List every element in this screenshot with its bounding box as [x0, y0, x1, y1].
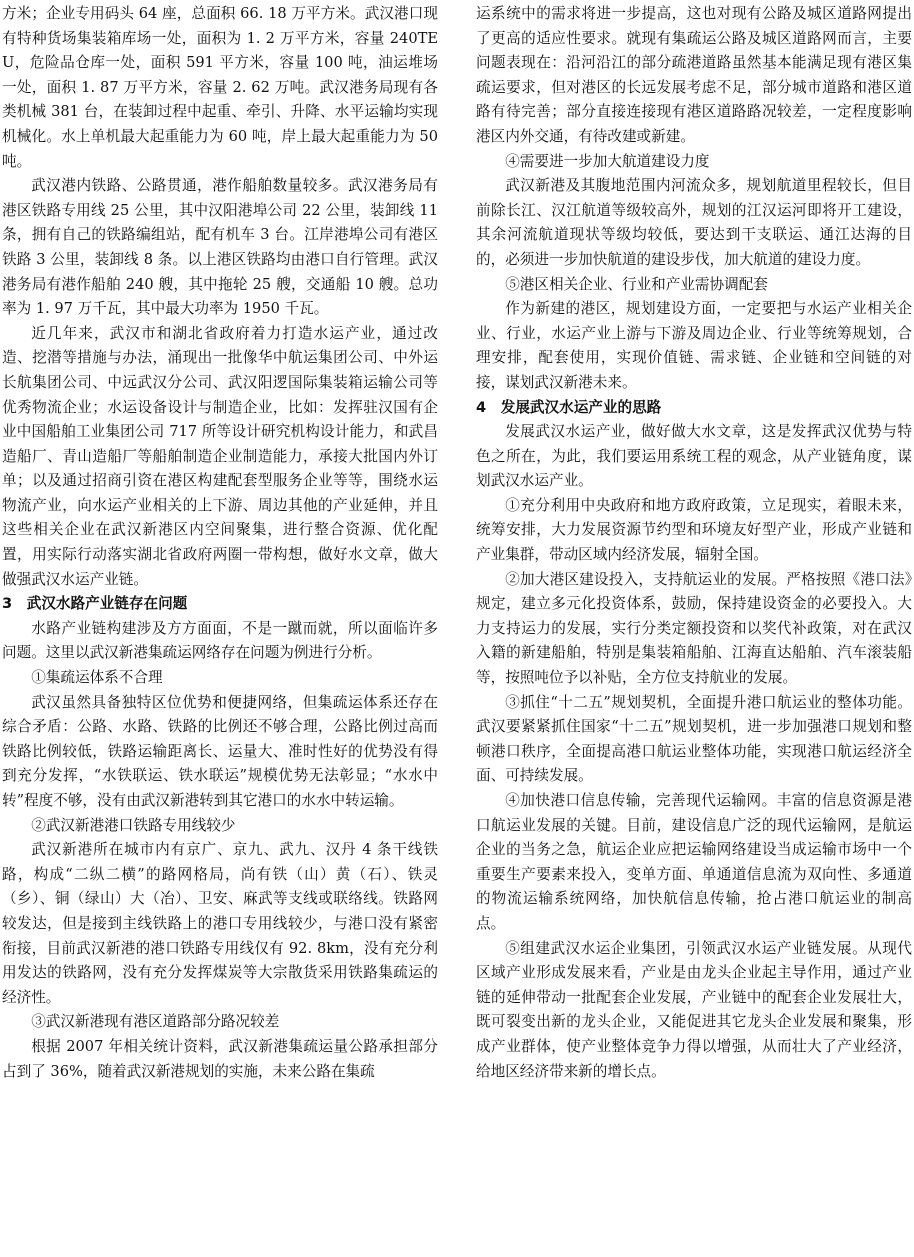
subheading: ⑤港区相关企业、行业和产业需协调配套	[505, 275, 768, 293]
paragraph: ②加大港区建设投入，支持航运业的发展。严格按照《港口法》规定，建立多元化投资体系，鼓励，保持建设资金的必要投入。大力支持运力的发展，实行分类定额投资和以奖代补政策，对在武汉入籍的新建船舶，特别是集装箱船舶、江海直达船舶、汽车滚装船等，按照吨位予以补贴，全方位支持航业的发展。	[476, 570, 912, 687]
subheading: ②武汉新港港口铁路专用线较少	[31, 816, 236, 834]
paragraph: 方米；企业专用码头 64 座，总面积 66. 18 万平方米。武汉港口现有特种货场集装箱库场一处，面积为 1. 2 万平方米，容量 240TEU，危险品仓库一处，面积 591 平方米，容量 100 吨，油运堆场一处，面积 1. 87 万平方米，容量 2. 62 万吨。武汉港务局现有各类机械 381 台，在装卸过程中起重、牵引、升降、水平运输均实现机械化。水上单机最大起重能力为 60 吨，岸上最大起重能力为 50 吨。	[2, 5, 438, 170]
paragraph: 运系统中的需求将进一步提高，这也对现有公路及城区道路网提出了更高的适应性要求。就现有集疏运公路及城区道路网而言，主要问题表现在：沿河沿江的部分疏港道路虽然基本能满足现有港区集疏运要求，但对港区的长远发展考虑不足，部分城市道路和港区道路有待完善；部分直接连接现有港区道路路况较差，一定程度影响港区内外交通，有待改建或新建。	[476, 5, 912, 145]
paragraph: ④加快港口信息传输，完善现代运输网。丰富的信息资源是港口航运业发展的关键。目前，建设信息广泛的现代运输网，是航运企业的当务之急，航运企业应把运输网络建设当成运输市场中一个重要生产要素来投入，变单方面、单通道信息流为双向性、多通道的物流运输系统网络，加快航信息传输，抢占港口航运业的制高点。	[476, 792, 912, 932]
right-column	[476, 2, 912, 1084]
left-column	[2, 2, 438, 1084]
section-heading-4: 4 发展武汉水运产业的思路	[476, 398, 662, 416]
subheading: ①集疏运体系不合理	[31, 669, 163, 687]
paragraph: 近几年来，武汉市和湖北省政府着力打造水运产业，通过改造、挖潜等措施与办法，涌现出一批像华中航运集团公司、中外运长航集团公司、中远武汉分公司、武汉阳逻国际集装箱运输公司等优秀物流企业；水运设备设计与制造企业，比如：发挥驻汉国有企业中国船舶工业集团公司 717 所等设计研究机构设计能力，和武昌造船厂、青山造船厂等船舶制造企业制造能力，承接大批国内外订单；以及通过招商引资在港区构建配套型服务企业等等，围绕水运物流产业，向水运产业相关的上下游、周边其他的产业延伸，并且这些相关企业在武汉新港区内空间聚集，进行整合资源、优化配置，用实际行动落实湖北省政府两圈一带构想，做好水文章，做大做强武汉水运产业链。	[2, 324, 438, 588]
paragraph: 发展武汉水运产业，做好做大水文章，这是发挥武汉优势与特色之所在，为此，我们要运用系统工程的观念，从产业链角度，谋划武汉水运产业。	[476, 423, 912, 490]
paragraph: 武汉虽然具备独特区位优势和便捷网络，但集疏运体系还存在综合矛盾：公路、水路、铁路的比例还不够合理，公路比例过高而铁路比例较低，铁路运输距离长、运量大、准时性好的优势没有得到充分发挥，“水铁联运、铁水联运”规模优势无法彰显；“水水中转”程度不够，没有由武汉新港转到其它港口的水水中转运输。	[2, 693, 438, 809]
paragraph: 武汉新港所在城市内有京广、京九、武九、汉丹 4 条干线铁路，构成“二纵二横”的路网格局，尚有铁（山）黄（石）、铁灵（乡）、铜（绿山）大（冶）、卫安、麻武等支线或联络线。铁路网较发达，但是接到主线铁路上的港口专用线较少，与港口没有紧密衔接，目前武汉新港的港口铁路专用线仅有 92. 8km，没有充分利用发达的铁路网，没有充分发挥煤炭等大宗散货采用铁路集疏运的经济性。	[2, 841, 438, 1006]
paragraph: ③抓住“十二五”规划契机，全面提升港口航运业的整体功能。武汉要紧紧抓住国家“十二五”规划契机，进一步加强港口规划和整顿港口秩序，全面提高港口航运业整体功能，实现港口航运经济全面、可持续发展。	[476, 693, 912, 785]
subheading: ③武汉新港现有港区道路部分路况较差	[31, 1013, 280, 1031]
paragraph: ①充分利用中央政府和地方政府政策，立足现实，着眼未来，统筹安排，大力发展资源节约型和环境友好型产业，形成产业链和产业集群，带动区域内经济发展，辐射全国。	[476, 496, 912, 564]
paragraph: ⑤组建武汉水运企业集团，引领武汉水运产业链发展。从现代区域产业形成发展来看，产业是由龙头企业起主导作用，通过产业链的延伸带动一批配套企业发展，产业链中的配套企业发展壮大，既可裂变出新的龙头企业，又能促进其它龙头企业发展和聚集，形成产业群体，使产业整体竞争力得以增强，从而壮大了产业经济，给地区经济带来新的增长点。	[476, 939, 912, 1080]
paragraph: 武汉新港及其腹地范围内河流众多，规划航道里程较长，但目前除长江、汉江航道等级较高外，规划的江汉运河即将开工建设，其余河流航道现状等级均较低，要达到干支联运、通江达海的目的，必须进一步加快航道的建设步伐，加大航道的建设力度。	[476, 177, 912, 268]
paragraph: 武汉港内铁路、公路贯通，港作船舶数量较多。武汉港务局有港区铁路专用线 25 公里，其中汉阳港埠公司 22 公里，装卸线 11 条，拥有自己的铁路编组站，配有机车 3 台。江岸港埠公司有港区铁路 3 公里，装卸线 8 条。以上港区铁路均由港口自行管理。武汉港务局有港作船舶 240 艘，其中拖轮 25 艘，交通船 10 艘。总功率为 1. 97 万千瓦，其中最大功率为 1950 千瓦。	[2, 177, 438, 318]
paragraph: 作为新建的港区，规划建设方面，一定要把与水运产业相关企业、行业，水运产业上游与下游及周边企业、行业等统筹规划，合理安排，配套使用，实现价值链、需求链、企业链和空间链的对接，谋划武汉新港未来。	[476, 300, 912, 391]
paragraph: 水路产业链构建涉及方方面面，不是一蹴而就，所以面临许多问题。这里以武汉新港集疏运网络存在问题为例进行分析。	[2, 619, 438, 662]
section-heading-3: 3 武汉水路产业链存在问题	[2, 595, 188, 613]
subheading: ④需要进一步加大航道建设力度	[505, 152, 710, 170]
paragraph: 根据 2007 年相关统计资料，武汉新港集疏运量公路承担部分占到了 36%，随着武汉新港规划的实施，未来公路在集疏	[2, 1037, 438, 1080]
